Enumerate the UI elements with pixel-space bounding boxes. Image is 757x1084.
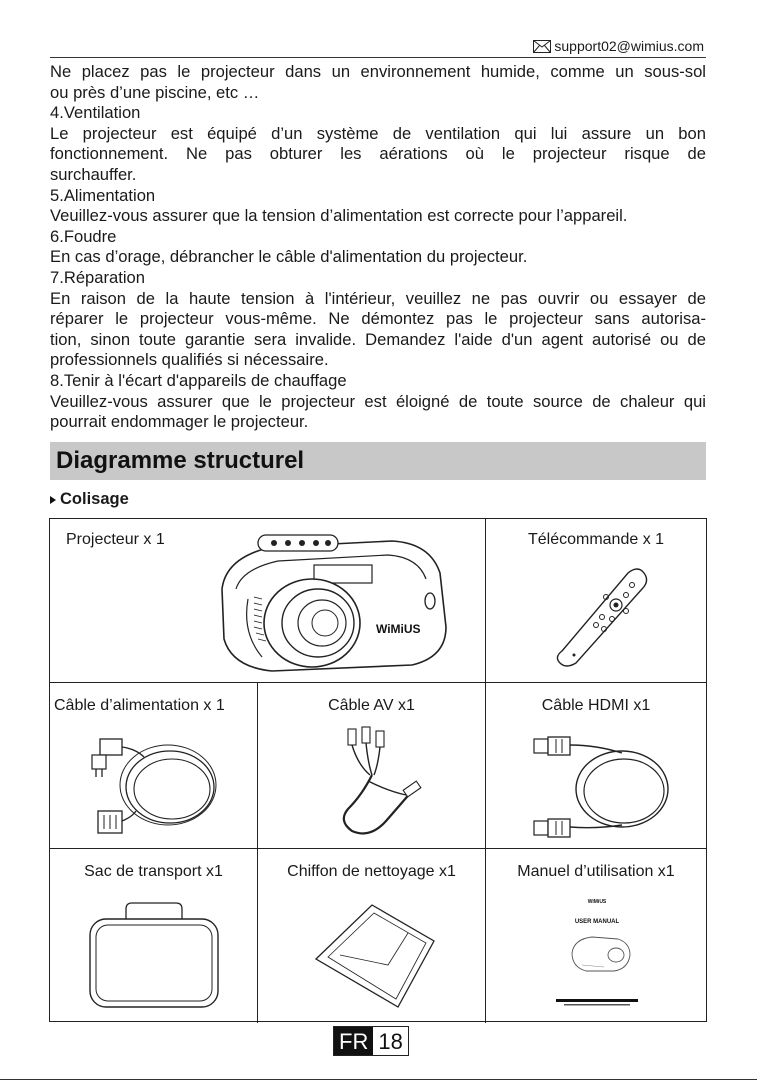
manual-brand-text: WiMiUS — [587, 899, 607, 905]
language-badge: FR — [334, 1027, 373, 1055]
heading-reparation: 7.Réparation — [50, 267, 146, 287]
brand-logo: WiMiUS — [376, 622, 421, 636]
item-label: Projecteur x 1 — [66, 531, 165, 548]
user-manual-illustration — [542, 893, 652, 1013]
paragraph-line: Veuillez-vous assurer que le projecteur est éloigné de toute source de chaleur qui — [50, 391, 706, 411]
paragraph-line: fonctionnement. Ne pas obturer les aérations où le projecteur risque de — [50, 144, 706, 164]
paragraph-line: réparer le projecteur vous-même. Ne démontez pas le projecteur sans autorisa- — [50, 309, 706, 329]
item-label: Télécommande x 1 — [527, 531, 665, 548]
item-label: Câble d’alimentation x 1 — [54, 697, 225, 714]
page-footer — [333, 1026, 409, 1056]
cell-av-cable — [258, 683, 486, 849]
subsection-title: Colisage — [60, 490, 129, 508]
cell-projector — [50, 519, 486, 683]
manual-title-text: USER MANUAL — [574, 919, 620, 925]
paragraph-line: pourrait endommager le projecteur. — [50, 412, 309, 432]
safety-text — [50, 62, 706, 433]
item-label: Câble AV x1 — [328, 697, 415, 714]
remote-illustration — [544, 559, 654, 669]
page-header — [50, 36, 706, 58]
cell-hdmi-cable — [486, 683, 706, 849]
bag-illustration — [84, 901, 224, 1011]
cell-power-cable — [50, 683, 258, 849]
page-number: 18 — [378, 1029, 403, 1054]
cell-manual — [486, 849, 706, 1023]
item-label: Manuel d’utilisation x1 — [517, 863, 675, 880]
heading-ventilation: 4.Ventilation — [50, 103, 141, 123]
email-text: support02@wimius.com — [554, 38, 704, 54]
cell-cloth — [258, 849, 486, 1023]
paragraph-line: En cas d’orage, débrancher le câble d'alimentation du projecteur. — [50, 247, 528, 267]
item-label: Sac de transport x1 — [84, 863, 223, 880]
av-cable-illustration — [308, 725, 438, 845]
item-label: Câble HDMI x1 — [541, 697, 651, 714]
section-title: Diagramme structurel — [56, 447, 305, 474]
paragraph-line: surchauffer. — [50, 164, 137, 184]
subsection-header — [50, 490, 129, 509]
paragraph-line: En raison de la haute tension à l'intérieur, veuillez ne pas ouvrir ou essayer de — [50, 288, 706, 308]
paragraph-line: ou près d’une piscine, etc … — [50, 82, 260, 102]
cleaning-cloth-illustration — [310, 901, 440, 1011]
bullet-triangle-icon — [50, 496, 56, 504]
paragraph-line: Ne placez pas le projecteur dans un environnement humide, comme un sous-sol — [50, 62, 706, 81]
paragraph-line: tion, sinon toute garantie sera invalide. Demandez l'aide d'un agent autorisé ou de — [50, 329, 706, 349]
section-header — [50, 442, 706, 480]
heading-alimentation: 5.Alimentation — [50, 185, 156, 205]
paragraph-line: professionnels qualifiés si nécessaire. — [50, 350, 329, 370]
cell-bag — [50, 849, 258, 1023]
paragraph-line: Veuillez-vous assurer que la tension d’alimentation est correcte pour l’appareil. — [50, 206, 628, 226]
heading-foudre: 6.Foudre — [50, 226, 117, 246]
projector-illustration — [202, 529, 462, 679]
bottom-rule — [0, 1079, 757, 1080]
paragraph-line: Le projecteur est équipé d’un système de ventilation qui lui assure un bon — [50, 123, 706, 143]
power-cable-illustration — [88, 731, 228, 841]
support-email[interactable] — [533, 38, 704, 54]
hdmi-cable-illustration — [526, 733, 676, 843]
heading-chauffage: 8.Tenir à l'écart d'appareils de chauffage — [50, 370, 347, 390]
package-contents-grid — [49, 518, 707, 1022]
item-label: Chiffon de nettoyage x1 — [287, 863, 456, 880]
cell-remote — [486, 519, 706, 683]
envelope-icon — [533, 40, 551, 53]
